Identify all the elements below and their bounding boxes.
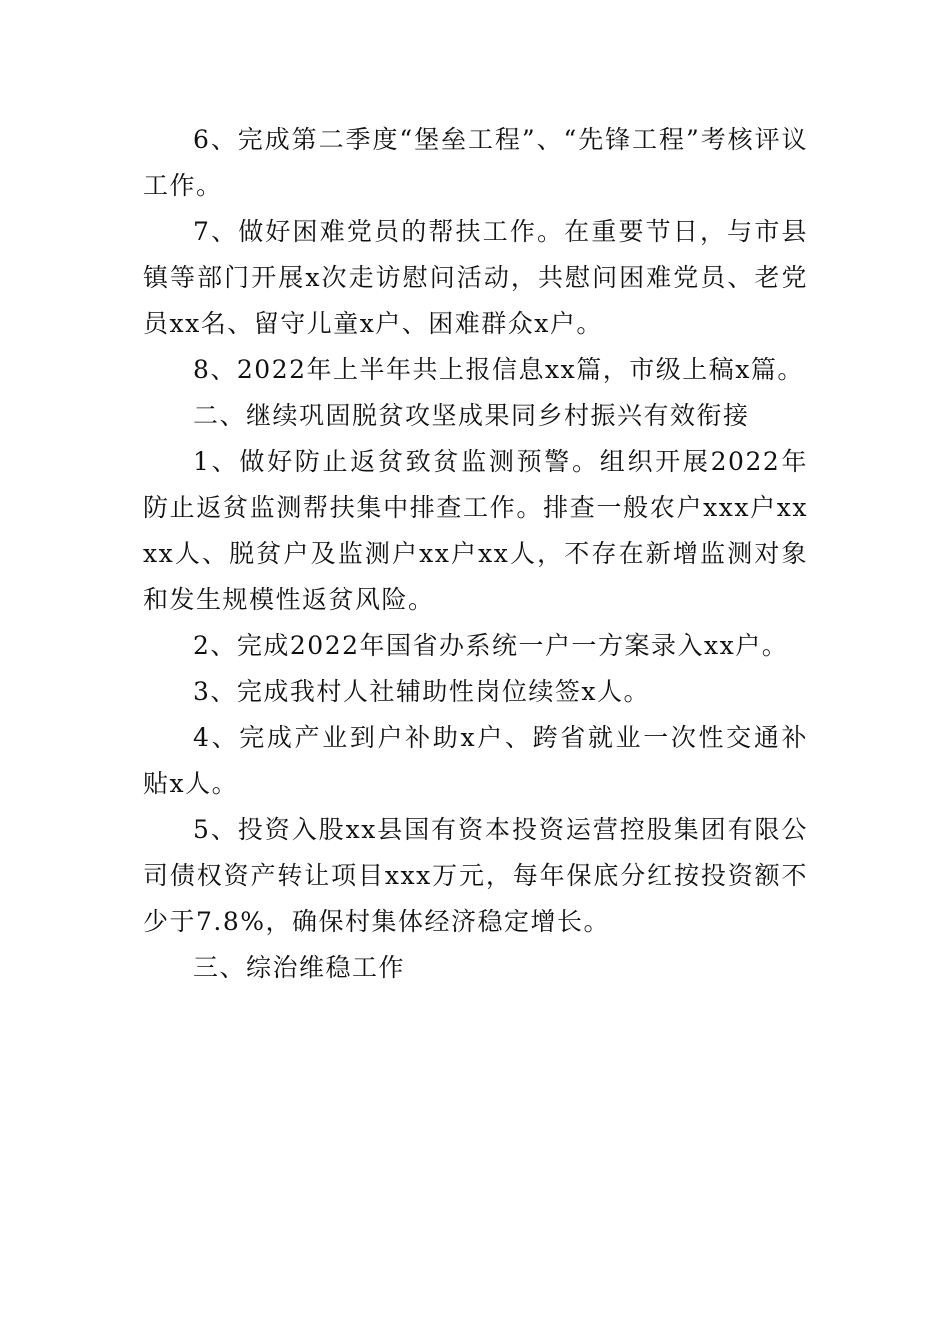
section-2-heading: 二、继续巩固脱贫攻坚成果同乡村振兴有效衔接 [193, 401, 750, 430]
item-6-paragraph: 6、完成第二季度“堡垒工程”、“先锋工程”考核评议工作。 [143, 125, 808, 200]
section-2-item-2-paragraph: 2、完成2022年国省办系统一户一方案录入xx户。 [193, 631, 789, 660]
section-2-item-5-paragraph: 5、投资入股xx县国有资本投资运营控股集团有限公司债权资产转让项目xxx万元，每年保底分红按投资额不少于7.8%，确保村集体经济稳定增长。 [143, 815, 808, 936]
section-3-heading: 三、综治维稳工作 [193, 953, 406, 982]
section-2-item-3-paragraph: 3、完成我村人社辅助性岗位续签x人。 [193, 677, 651, 706]
item-8-paragraph: 8、2022年上半年共上报信息xx篇，市级上稿x篇。 [193, 355, 804, 384]
section-2-item-1-paragraph: 1、做好防止返贫致贫监测预警。组织开展2022年防止返贫监测帮扶集中排查工作。排查一般农户xxx户xxxx人、脱贫户及监测户xx户xx人，不存在新增监测对象和发生规模性返贫风险。 [143, 447, 808, 614]
item-7-paragraph: 7、做好困难党员的帮扶工作。在重要节日，与市县镇等部门开展x次走访慰问活动，共慰问困难党员、老党员xx名、留守儿童x户、困难群众x户。 [143, 217, 808, 338]
document-body [143, 117, 808, 991]
section-2-item-4-paragraph: 4、完成产业到户补助x户、跨省就业一次性交通补贴x人。 [143, 723, 808, 798]
